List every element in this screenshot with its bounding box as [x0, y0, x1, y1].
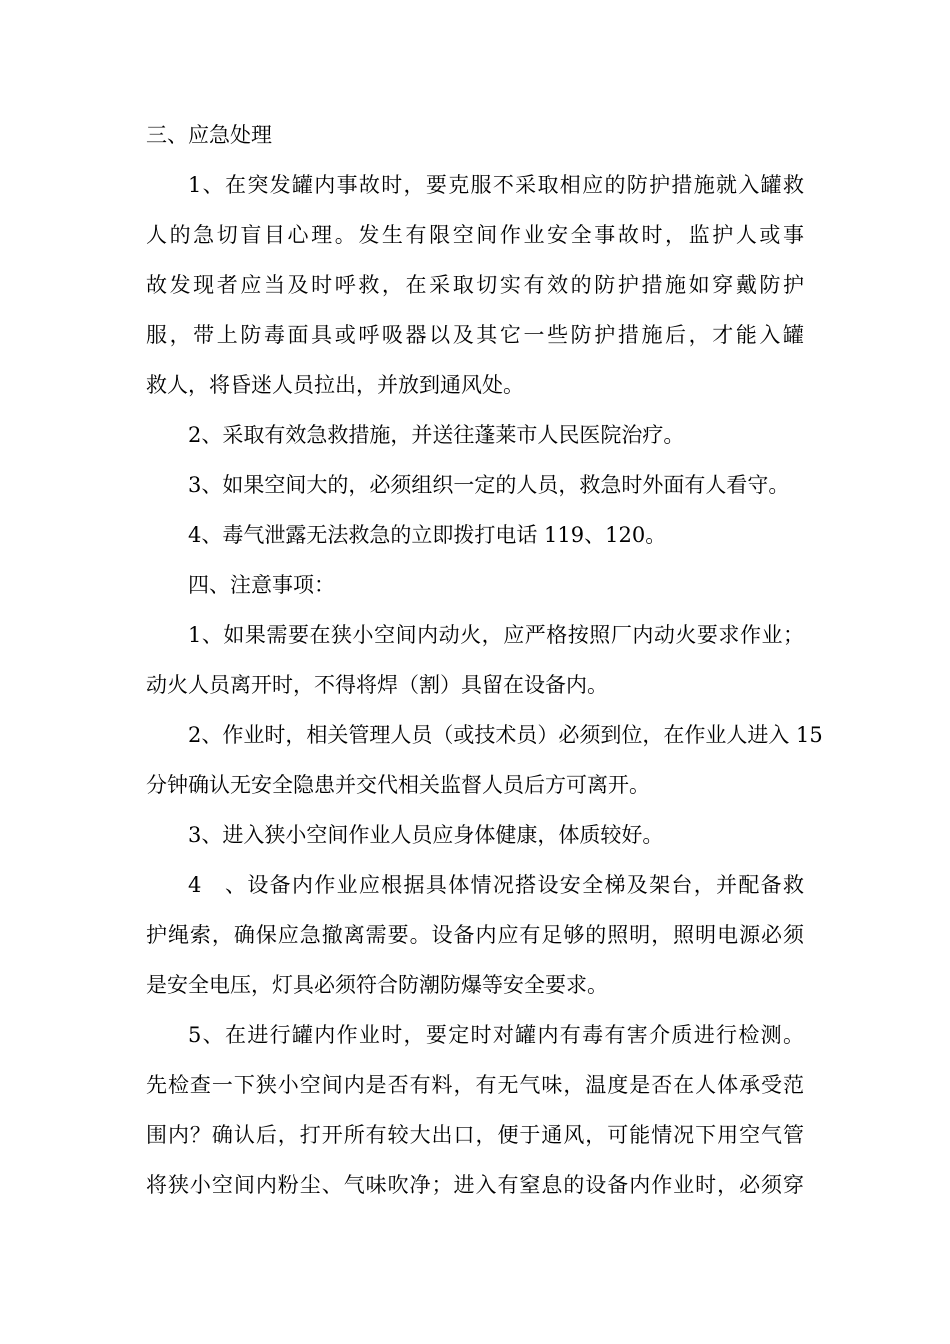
paragraph-line: 3、进入狭小空间作业人员应身体健康，体质较好。 — [188, 823, 664, 847]
paragraph-line: 动火人员离开时，不得将焊（割）具留在设备内。 — [146, 673, 608, 697]
paragraph-line: 4、毒气泄露无法救急的立即拨打电话 119、120。 — [188, 523, 667, 547]
paragraph-line: 2、采取有效急救措施，并送往蓬莱市人民医院治疗。 — [188, 423, 685, 447]
paragraph-line: 2、作业时，相关管理人员（或技术员）必须到位，在作业人进入 15 — [188, 723, 823, 747]
paragraph-line: 服，带上防毒面具或呼吸器以及其它一些防护措施后，才能入罐 — [146, 323, 804, 347]
paragraph-line: 分钟确认无安全隐患并交代相关监督人员后方可离开。 — [146, 773, 650, 797]
paragraph-line: 围内？确认后，打开所有较大出口，便于通风，可能情况下用空气管 — [146, 1123, 804, 1147]
paragraph-line: 1、如果需要在狭小空间内动火，应严格按照厂内动火要求作业； — [188, 623, 804, 647]
paragraph-line: 是安全电压，灯具必须符合防潮防爆等安全要求。 — [146, 973, 608, 997]
paragraph-line: 5、在进行罐内作业时，要定时对罐内有毒有害介质进行检测。 — [188, 1023, 804, 1047]
paragraph-line: 护绳索，确保应急撤离需要。设备内应有足够的照明，照明电源必须 — [146, 923, 804, 947]
paragraph-line: 故发现者应当及时呼救，在采取切实有效的防护措施如穿戴防护 — [146, 273, 804, 297]
section-heading-notes: 四、注意事项： — [188, 573, 335, 597]
paragraph-line: 救人，将昏迷人员拉出，并放到通风处。 — [146, 373, 524, 397]
paragraph-line: 3、如果空间大的，必须组织一定的人员，救急时外面有人看守。 — [188, 473, 790, 497]
paragraph-line: 将狭小空间内粉尘、气味吹净；进入有窒息的设备内作业时，必须穿 — [146, 1173, 804, 1197]
paragraph-line: 4 、设备内作业应根据具体情况搭设安全梯及架台，并配备救 — [188, 873, 804, 897]
section-heading-emergency: 三、应急处理 — [146, 123, 272, 147]
paragraph-line: 先检查一下狭小空间内是否有料，有无气味，温度是否在人体承受范 — [146, 1073, 804, 1097]
paragraph-line: 人的急切盲目心理。发生有限空间作业安全事故时，监护人或事 — [146, 223, 804, 247]
paragraph-line: 1、在突发罐内事故时，要克服不采取相应的防护措施就入罐救 — [188, 173, 804, 197]
